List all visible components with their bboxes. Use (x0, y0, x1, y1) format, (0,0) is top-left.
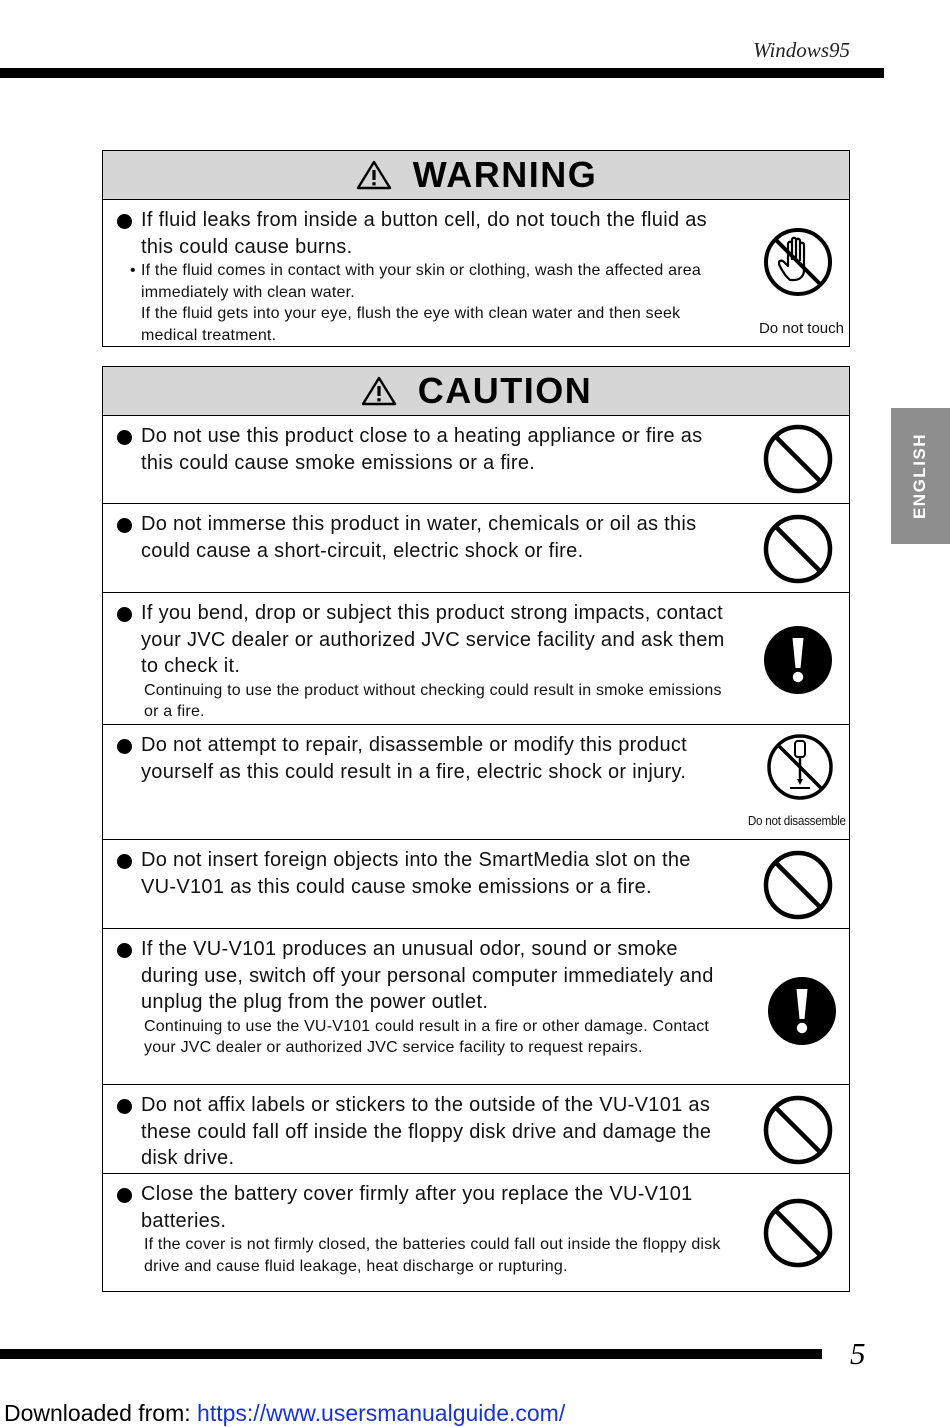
item-text: Do not affix labels or stickers to the outside of the VU-V101 as these could fall off inside the floppy disk drive and damage the disk drive. (117, 1092, 727, 1172)
item-text: Do not immerse this product in water, chemicals or oil as this could cause a short-circuit, electric shock or fire. (117, 511, 727, 564)
item-note (117, 260, 727, 346)
prohibition-icon (763, 1095, 833, 1165)
caution-item (103, 592, 849, 724)
bullet-dot (117, 430, 132, 445)
item-text: Do not use this product close to a heating appliance or fire as this could cause smoke emissions or a fire. (117, 423, 727, 476)
do-not-disassemble-icon (766, 733, 834, 801)
item-note: Continuing to use the product without checking could result in smoke emissions or a fire. (144, 681, 722, 720)
bullet-dot (117, 854, 132, 869)
prohibition-icon (763, 424, 833, 494)
mandatory-action-icon (767, 976, 837, 1046)
caution-item (103, 416, 849, 503)
bullet-dot (117, 943, 132, 958)
bullet-dot (117, 1188, 132, 1203)
prohibition-icon (763, 514, 833, 584)
caution-item (103, 503, 849, 592)
bullet-dot (117, 607, 132, 622)
item-note: If the cover is not firmly closed, the batteries could fall out inside the floppy disk drive and cause fluid leakage, heat discharge or rupturing. (144, 1236, 721, 1275)
caution-item (103, 928, 849, 1084)
note-bullet: • (130, 262, 136, 279)
prohibition-icon (763, 850, 833, 920)
warning-box (102, 150, 850, 347)
warning-triangle-icon (355, 159, 393, 191)
item-text: Close the battery cover firmly after you replace the VU-V101 batteries. (117, 1181, 727, 1234)
header-label: Windows95 (753, 38, 850, 62)
caution-header (103, 367, 849, 416)
footer-prefix: Downloaded from: (4, 1400, 198, 1426)
item-note: Continuing to use the VU-V101 could result in a fire or other damage. Contact your JVC dealer or authorized JVC service facility to request repairs. (144, 1017, 710, 1056)
footer (4, 1400, 565, 1427)
item-text: Do not attempt to repair, disassemble or modify this product yourself as this could result in a fire, electric shock or injury. (117, 732, 727, 785)
mandatory-action-icon (763, 625, 833, 695)
caution-item (103, 1173, 849, 1291)
note-line-1: If the fluid comes in contact with your skin or clothing, wash the affected area immediately with clean water. (141, 262, 701, 301)
bullet-dot (117, 518, 132, 533)
do-not-touch-icon (762, 226, 834, 298)
caution-item (103, 839, 849, 928)
bullet-dot (117, 739, 132, 754)
bullet-dot (117, 1099, 132, 1114)
caution-item (103, 724, 849, 839)
icon-caption: Do not disassemble (748, 813, 846, 828)
caution-box (102, 366, 850, 1292)
note-line-2: If the fluid gets into your eye, flush the eye with clean water and then seek medical treatment. (141, 305, 681, 344)
item-text: If fluid leaks from inside a button cell, do not touch the fluid as this could cause burns. (117, 207, 727, 260)
warning-header (103, 151, 849, 200)
icon-caption: Do not touch (758, 320, 844, 337)
item-text: If the VU-V101 produces an unusual odor, sound or smoke during use, switch off your personal computer immediately and unplug the plug from the power outlet. (117, 936, 727, 1016)
page-number: 5 (850, 1336, 866, 1371)
warning-triangle-icon (360, 375, 398, 407)
prohibition-icon (763, 1198, 833, 1268)
top-rule (0, 68, 884, 78)
item-text: If you bend, drop or subject this product strong impacts, contact your JVC dealer or authorized JVC service facility and ask them to check it. (117, 600, 727, 680)
footer-link[interactable]: https://www.usersmanualguide.com/ (197, 1400, 566, 1426)
item-text: Do not insert foreign objects into the SmartMedia slot on the VU-V101 as this could cause smoke emissions or a fire. (117, 847, 727, 900)
language-tab-label: ENGLISH (910, 432, 930, 520)
language-tab (891, 408, 950, 544)
caution-item (103, 1084, 849, 1173)
warning-item (103, 200, 849, 346)
caution-title: CAUTION (417, 370, 593, 411)
bottom-rule (0, 1349, 822, 1359)
bullet-dot (117, 214, 132, 229)
warning-title: WARNING (412, 154, 598, 195)
